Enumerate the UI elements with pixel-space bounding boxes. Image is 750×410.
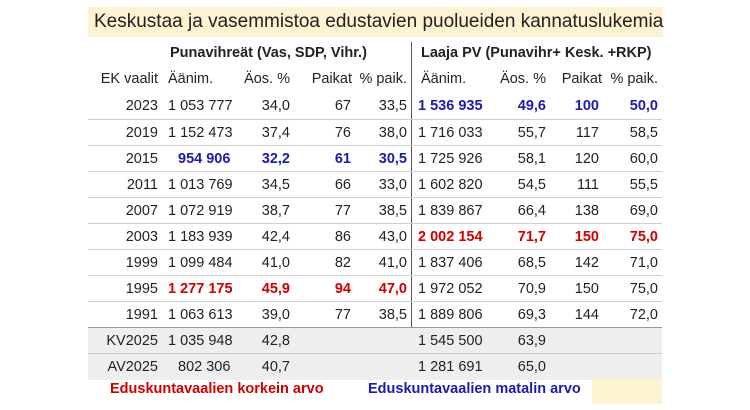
share-left-cell: 42,4: [261, 229, 290, 245]
poll-row: [88, 327, 662, 354]
seats-right-cell: 150: [574, 229, 599, 245]
seat-share-right-cell: 58,5: [629, 125, 658, 141]
votes-right-cell: 1 972 052: [418, 281, 483, 297]
table-row: [88, 197, 662, 224]
header-seat-share-right: % paik.: [610, 71, 658, 87]
group-header-right: Laaja PV (Punavihr+ Kesk. +RKP): [421, 45, 652, 61]
votes-left-cell: 1 099 484: [168, 255, 233, 271]
seat-share-right-cell: 55,5: [629, 177, 658, 193]
year-cell: 2007: [125, 203, 158, 219]
votes-left-cell: 1 277 175: [168, 281, 233, 297]
poll-row: [88, 353, 662, 380]
share-left-cell: 32,2: [261, 151, 290, 167]
seats-left-cell: 67: [334, 98, 351, 114]
share-left-cell: 37,4: [261, 125, 290, 141]
share-left-cell: 42,8: [261, 333, 290, 349]
share-left-cell: 45,9: [261, 281, 290, 297]
year-cell: 2003: [125, 229, 158, 245]
table-row: [88, 145, 662, 172]
votes-right-cell: 1 839 867: [418, 203, 483, 219]
votes-left-cell: 1 152 473: [168, 125, 233, 141]
votes-right-cell: 1 602 820: [418, 177, 483, 193]
share-left-cell: 40,7: [261, 359, 290, 375]
share-right-cell: 66,4: [517, 203, 546, 219]
seats-right-cell: 138: [574, 203, 599, 219]
seats-right-cell: 117: [575, 125, 599, 141]
header-votes-right: Äänim.: [421, 71, 467, 87]
seats-right-cell: 142: [574, 255, 599, 271]
seat-share-left-cell: 43,0: [378, 229, 407, 245]
table-row: [88, 301, 662, 328]
seat-share-right-cell: 50,0: [629, 98, 658, 114]
votes-right-cell: 1 889 806: [418, 307, 483, 323]
table-title: Keskustaa ja vasemmistoa edustavien puolueiden kannatuslukemia: [88, 7, 663, 37]
seat-share-right-cell: 71,0: [629, 255, 658, 271]
year-cell: 2019: [125, 125, 158, 141]
votes-left-cell: 1 013 769: [168, 177, 233, 193]
seat-share-left-cell: 47,0: [378, 281, 407, 297]
seat-share-left-cell: 38,5: [378, 307, 407, 323]
seats-left-cell: 76: [334, 125, 351, 141]
seat-share-right-cell: 75,0: [629, 281, 658, 297]
header-seats-left: Paikat: [311, 71, 352, 87]
share-right-cell: 49,6: [517, 98, 546, 114]
seats-left-cell: 94: [334, 281, 351, 297]
table-row: [88, 171, 662, 198]
share-right-cell: 55,7: [517, 125, 546, 141]
legend-highlight-swatch: [592, 378, 662, 404]
votes-right-cell: 2 002 154: [418, 229, 483, 245]
year-cell: 2023: [125, 98, 158, 114]
votes-left-cell: 802 306: [178, 359, 231, 375]
year-cell: 1995: [125, 281, 158, 297]
year-cell: 1991: [125, 307, 158, 323]
share-right-cell: 68,5: [517, 255, 546, 271]
header-year: EK vaalit: [100, 71, 158, 87]
share-right-cell: 54,5: [517, 177, 546, 193]
poll-label-cell: KV2025: [106, 333, 158, 349]
seats-left-cell: 77: [334, 203, 351, 219]
share-right-cell: 71,7: [517, 229, 546, 245]
group-header-left: Punavihreät (Vas, SDP, Vihr.): [170, 45, 367, 61]
poll-label-cell: AV2025: [107, 359, 158, 375]
seat-share-right-cell: 72,0: [629, 307, 658, 323]
table-row: [88, 249, 662, 276]
seat-share-left-cell: 30,5: [378, 151, 407, 167]
header-seats-right: Paikat: [561, 71, 602, 87]
seat-share-left-cell: 33,5: [378, 98, 407, 114]
legend-high: Eduskuntavaalien korkein arvo: [110, 381, 324, 397]
seats-left-cell: 66: [334, 177, 351, 193]
legend-low: Eduskuntavaalien matalin arvo: [368, 381, 581, 397]
seats-left-cell: 86: [334, 229, 351, 245]
header-votes-left: Äänim.: [168, 71, 214, 87]
share-right-cell: 63,9: [517, 333, 546, 349]
share-right-cell: 70,9: [517, 281, 546, 297]
seats-left-cell: 82: [334, 255, 351, 271]
votes-right-cell: 1 536 935: [418, 98, 483, 114]
table-row: [88, 93, 662, 119]
seats-right-cell: 111: [576, 177, 599, 193]
votes-right-cell: 1 281 691: [418, 359, 483, 375]
share-right-cell: 69,3: [517, 307, 546, 323]
seats-right-cell: 100: [574, 98, 599, 114]
seat-share-left-cell: 38,5: [378, 203, 407, 219]
seat-share-right-cell: 60,0: [629, 151, 658, 167]
year-cell: 2015: [125, 151, 158, 167]
share-right-cell: 58,1: [517, 151, 546, 167]
share-left-cell: 34,5: [261, 177, 290, 193]
seat-share-right-cell: 69,0: [629, 203, 658, 219]
votes-left-cell: 1 072 919: [168, 203, 233, 219]
seats-right-cell: 150: [574, 281, 599, 297]
votes-left-cell: 1 035 948: [168, 333, 233, 349]
header-share-left: Äos. %: [244, 71, 290, 87]
seats-right-cell: 120: [574, 151, 599, 167]
seats-right-cell: 144: [574, 307, 599, 323]
votes-right-cell: 1 545 500: [418, 333, 483, 349]
share-left-cell: 39,0: [261, 307, 290, 323]
seat-share-left-cell: 41,0: [378, 255, 407, 271]
seat-share-left-cell: 33,0: [378, 177, 407, 193]
votes-left-cell: 1 063 613: [168, 307, 233, 323]
seat-share-left-cell: 38,0: [378, 125, 407, 141]
votes-left-cell: 1 053 777: [168, 98, 233, 114]
share-left-cell: 41,0: [261, 255, 290, 271]
year-cell: 2011: [126, 177, 158, 193]
table-row: [88, 223, 662, 250]
share-left-cell: 34,0: [261, 98, 290, 114]
header-share-right: Äos. %: [500, 71, 546, 87]
seats-left-cell: 77: [334, 307, 351, 323]
table-row: [88, 119, 662, 146]
share-left-cell: 38,7: [261, 203, 290, 219]
seats-left-cell: 61: [334, 151, 351, 167]
table-row: [88, 275, 662, 302]
votes-right-cell: 1 716 033: [418, 125, 483, 141]
seat-share-right-cell: 75,0: [629, 229, 658, 245]
year-cell: 1999: [125, 255, 158, 271]
votes-right-cell: 1 837 406: [418, 255, 483, 271]
header-seat-share-left: % paik.: [359, 71, 407, 87]
votes-right-cell: 1 725 926: [418, 151, 483, 167]
column-header-row: [88, 66, 662, 92]
votes-left-cell: 954 906: [178, 151, 231, 167]
votes-left-cell: 1 183 939: [168, 229, 233, 245]
share-right-cell: 65,0: [517, 359, 546, 375]
